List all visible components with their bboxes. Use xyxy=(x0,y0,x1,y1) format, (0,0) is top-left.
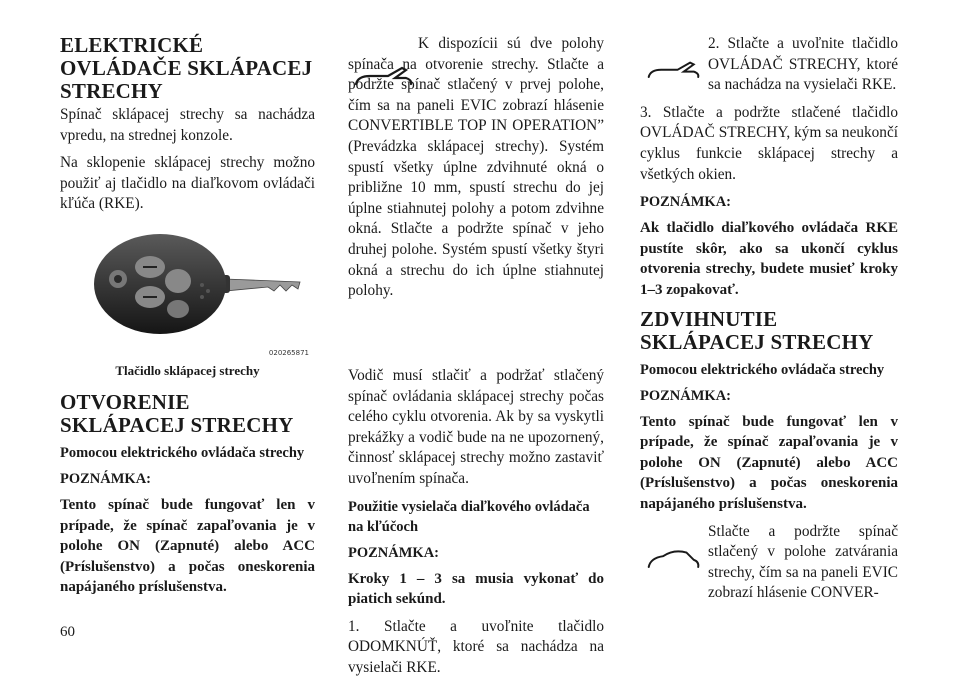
section-heading: ELEKTRICKÉ OVLÁDAČE SKLÁPACEJ STRECHY xyxy=(60,33,313,103)
step-3: 3. Stlačte a podržte stlačené tlačidlo OVLÁDAČ STRECHY, kým sa neukončí cyklus funkcie sklápacej strechy a všetkých okien. xyxy=(640,103,898,183)
convertible-roof-open-icon xyxy=(640,50,706,86)
note-text: Tento spínač bude fungovať len v prípade, že spínač zapaľovania je v polohe ON (Zapnuté) alebo ACC (Príslušenstvo) a počas oneskorenia napájaného príslušenstva. xyxy=(60,496,315,596)
paragraph: Spínač sklápacej strechy sa nachádza vpredu, na strednej konzole. xyxy=(60,106,315,144)
figure-id: 020265871 xyxy=(268,348,309,357)
note-text: Tento spínač bude fungovať len v prípade, že spínač zapaľovania je v polohe ON (Zapnuté) alebo ACC (Príslušenstvo) a počas oneskorenia napájaného príslušenstva. xyxy=(640,413,898,512)
note-text: Kroky 1 – 3 sa musia vykonať do piatich sekúnd. xyxy=(348,570,604,608)
key-fob-icon xyxy=(60,229,315,359)
paragraph: Na sklopenie sklápacej strechy možno použiť aj tlačidlo na diaľkovom ovládači kľúča (RKE). xyxy=(60,154,315,213)
step-2: 2. Stlačte a uvoľnite tlačidlo OVLÁDAČ STRECHY, ktoré sa nachádza na vysielači RKE. xyxy=(708,35,898,94)
icon-paragraph xyxy=(640,522,898,604)
icon-paragraph xyxy=(348,34,604,300)
section-heading: ZDVIHNUTIE SKLÁPACEJ STRECHY xyxy=(640,306,874,354)
note-label: POZNÁMKA: xyxy=(348,544,440,561)
figure-caption: Tlačidlo sklápacej strechy xyxy=(115,362,260,378)
note-label: POZNÁMKA: xyxy=(640,194,732,211)
icon-paragraph xyxy=(640,34,898,103)
convertible-roof-closed-icon xyxy=(640,540,706,576)
column-1 xyxy=(60,34,315,605)
section-heading: OTVORENIE SKLÁPACEJ STRECHY xyxy=(60,389,294,437)
note-label: POZNÁMKA: xyxy=(60,470,152,487)
subheading: Pomocou elektrického ovládača strechy xyxy=(60,444,305,461)
subheading: Pomocou elektrického ovládača strechy xyxy=(640,361,885,378)
note-text: Ak tlačidlo diaľkového ovládača RKE pustíte skôr, ako sa ukončí cyklus otvorenia strechy, budete musieť kroky 1–3 zopakovať. xyxy=(640,220,898,298)
key-fob-figure xyxy=(60,229,315,359)
paragraph: Stlačte a podržte spínač stlačený v polohe zatvárania strechy, čím sa na paneli EVIC zobrazí hlásenie CONVER- xyxy=(708,522,898,602)
column-3 xyxy=(640,34,898,604)
note-label: POZNÁMKA: xyxy=(640,387,732,404)
paragraph: K dispozícii sú dve polohy spínača na otvorenie strechy. Stlačte a podržte spínač stlačený v prvej polohe, čím sa na paneli EVIC zobrazí hlásenie CONVERTIBLE TOP IN OPERATION” (Prevádzka sklápacej strechy). Systém spustí všetky úplne zdvihnuté okná o približne 10 mm, spustí strechu do jej úplne stiahnutej polohy a potom zdvihne okná. Stlačte a podržte spínač v jeho druhej polohe. Systém spustí všetky štyri okná a strechu do ich úplne stiahnutej polohy. xyxy=(348,35,604,300)
paragraph: Vodič musí stlačiť a podržať stlačený spínač ovládania sklápacej strechy počas celého cyklu otvorenia. Ak by sa vyskytli prekážky a vodič bude na ne upozornený, činnosť sklápacej strechy možno zastaviť uvoľnením spínača. xyxy=(348,367,604,487)
subheading: Použitie vysielača diaľkového ovládača na kľúčoch xyxy=(348,498,590,535)
page-number: 60 xyxy=(60,624,75,640)
column-2 xyxy=(348,34,604,686)
step-1: 1. Stlačte a uvoľnite tlačidlo ODOMKNÚŤ, ktoré sa nachádza na vysielači RKE. xyxy=(348,617,604,676)
